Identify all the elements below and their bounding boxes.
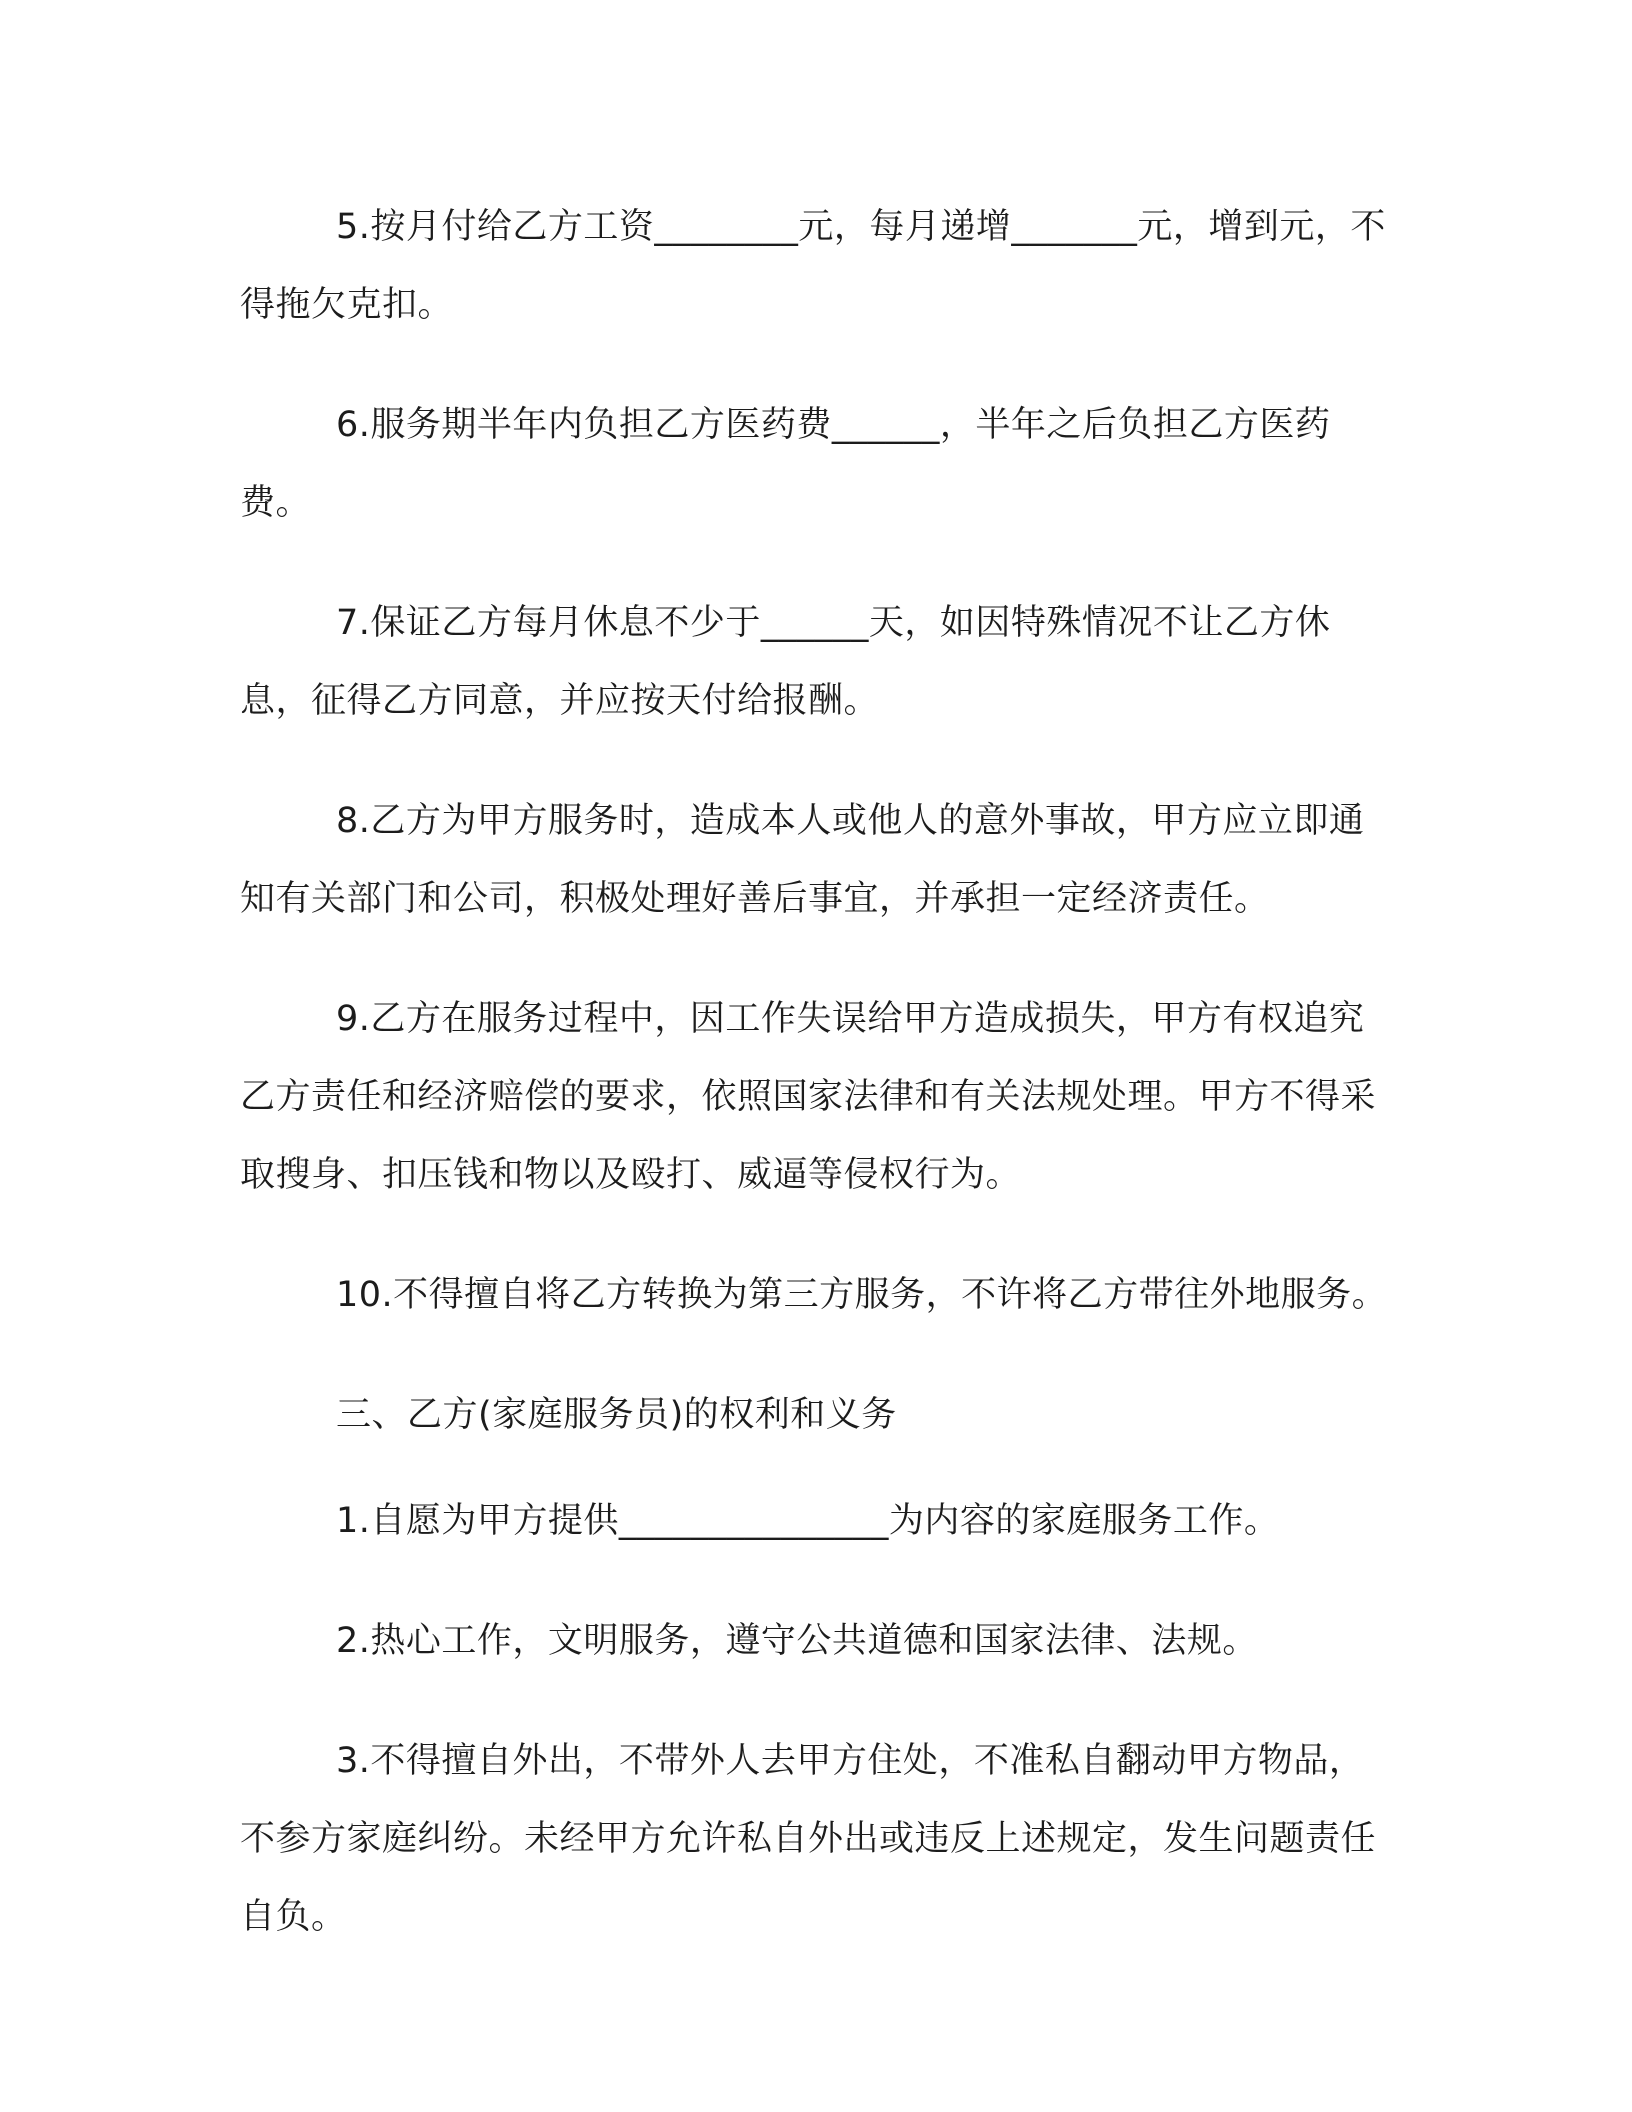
clause-9-loss: 9.乙方在服务过程中，因工作失误给甲方造成损失，甲方有权追究乙方责任和经济赔偿的要求，依照国家法律和有关法规处理。甲方不得采取搜身、扣压钱和物以及殴打、威逼等侵权行为。: [240, 999, 1377, 1195]
clause-7-rest-days: 7.保证乙方每月休息不少于______天，如因特殊情况不让乙方休息，征得乙方同意，并应按天付给报酬。: [240, 603, 1331, 721]
clause-8-accident: 8.乙方为甲方服务时，造成本人或他人的意外事故，甲方应立即通知有关部门和公司，积极处理好善后事宜，并承担一定经济责任。: [240, 801, 1365, 919]
clause-6-medical: 6.服务期半年内负担乙方医药费______，半年之后负担乙方医药费。: [240, 405, 1331, 523]
party-b-clause-2: 2.热心工作，文明服务，遵守公共道德和国家法律、法规。: [336, 1621, 1258, 1661]
document-body: [240, 188, 1392, 1998]
section-heading-party-b: 三、乙方(家庭服务员)的权利和义务: [336, 1395, 897, 1435]
party-b-clause-3: 3.不得擅自外出，不带外人去甲方住处，不准私自翻动甲方物品，不参方家庭纠纷。未经甲方允许私自外出或违反上述规定，发生问题责任自负。: [240, 1741, 1377, 1937]
clause-5-wage: 5.按月付给乙方工资________元，每月递增_______元，增到元，不得拖欠克扣。: [240, 207, 1386, 325]
clause-10-transfer: 10.不得擅自将乙方转换为第三方服务，不许将乙方带往外地服务。: [336, 1275, 1388, 1315]
party-b-clause-1: 1.自愿为甲方提供_______________为内容的家庭服务工作。: [336, 1501, 1280, 1541]
